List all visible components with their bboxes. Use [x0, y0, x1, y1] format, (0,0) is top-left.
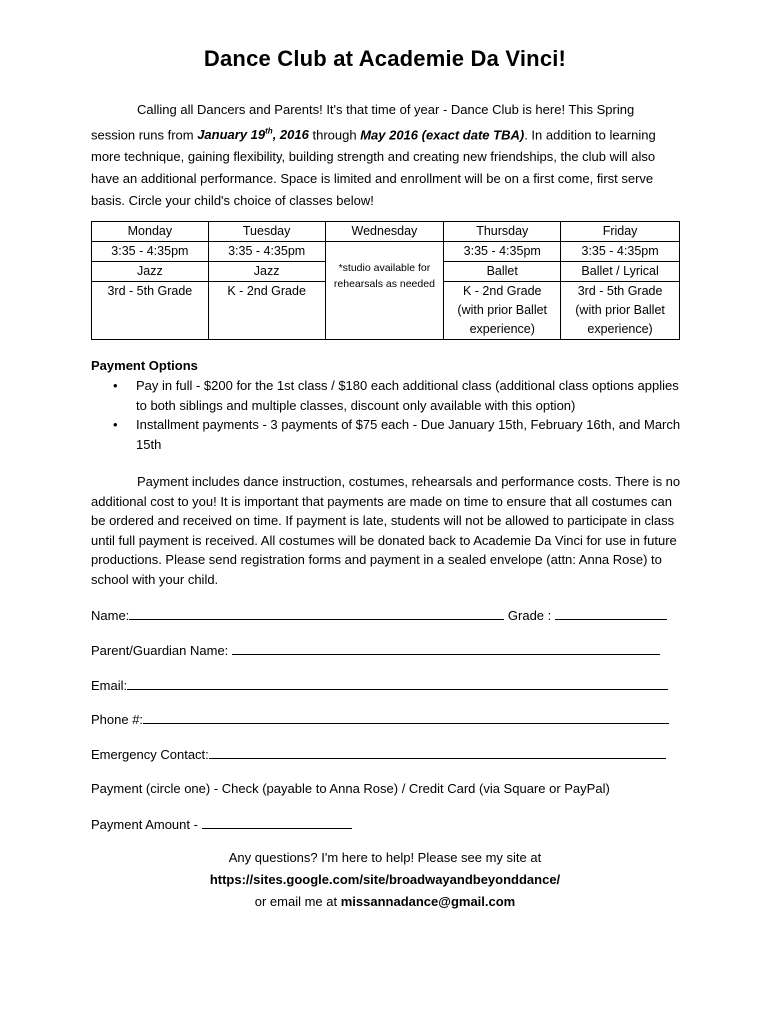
payment-amount-label: Payment Amount - — [91, 817, 202, 832]
thursday-style[interactable]: Ballet — [444, 262, 561, 282]
header-wednesday: Wednesday — [325, 222, 444, 242]
parent-name-field[interactable] — [232, 641, 660, 655]
name-label: Name: — [91, 608, 130, 623]
wednesday-cell — [325, 242, 444, 340]
thursday-grade: K - 2nd Grade — [462, 284, 542, 298]
phone-label: Phone #: — [91, 712, 144, 727]
bullet-icon: • — [113, 378, 118, 393]
header-thursday: Thursday — [444, 222, 561, 242]
friday-grade-cell[interactable] — [561, 282, 680, 340]
friday-grade: 3rd - 5th Grade — [577, 284, 663, 298]
monday-style[interactable]: Jazz — [92, 262, 209, 282]
payment-options-title: Payment Options — [91, 358, 198, 373]
payment-option-full: Pay in full - $200 for the 1st class / $180 each additional class (additional class options applies to both siblings and multiple classes, discount only available with this option) — [136, 378, 679, 413]
table-header-row — [92, 222, 680, 242]
parent-row — [91, 641, 660, 660]
table-row-time — [92, 242, 680, 262]
parent-label: Parent/Guardian Name: — [91, 643, 232, 658]
email-row — [91, 676, 668, 695]
payment-option-installment: Installment payments - 3 payments of $75 each - Due January 15th, February 16th, and March 15th — [136, 417, 681, 452]
grade-field[interactable] — [555, 606, 667, 620]
payment-method-row[interactable] — [91, 780, 610, 798]
email-label: Email: — [91, 678, 128, 693]
payment-method-text[interactable]: Payment (circle one) - Check (payable to Anna Rose) / Credit Card (via Square or PayPal) — [91, 781, 610, 796]
thursday-prereq-2: experience) — [469, 322, 535, 336]
email-field[interactable] — [127, 676, 668, 690]
emergency-contact-field[interactable] — [209, 745, 666, 759]
footer-email-prefix: or email me at — [254, 894, 341, 909]
start-date — [197, 127, 309, 142]
list-item — [91, 415, 681, 454]
friday-prereq-1: (with prior Ballet — [575, 303, 665, 317]
monday-time[interactable]: 3:35 - 4:35pm — [92, 242, 209, 262]
thursday-grade-cell[interactable] — [444, 282, 561, 340]
footer-email-link[interactable]: missannadance@gmail.com — [340, 894, 516, 909]
start-date-day: January 19 — [197, 127, 266, 143]
tuesday-grade[interactable]: K - 2nd Grade — [208, 282, 325, 340]
intro-text-2: . In addition to learning more technique, gaining flexibility, building strength and creating new friendships, the club will also have an additional performance. Space is limited and enrollment will be on a first come, first serve basis. Circle your child's choice of classes below! — [91, 127, 656, 209]
emergency-label: Emergency Contact: — [91, 747, 209, 762]
page-title: Dance Club at Academie Da Vinci! — [203, 46, 567, 71]
grade-label: Grade : — [504, 608, 555, 623]
payment-details-text: Payment includes dance instruction, costumes, rehearsals and performance costs. There is no additional cost to you! It is important that payments are made on time to ensure that all costumes can be ordered and received on time. If payment is late, students will not be allowed to participate in class until full payment is received. All costumes will be donated back to Academie Da Vinci for use in future productions. Please send registration forms and payment in a sealed envelope (attn: Anna Rose) to school with your child. — [91, 474, 681, 587]
class-schedule-table — [91, 221, 680, 340]
through-text: through — [308, 127, 361, 143]
wednesday-note: *studio available for rehearsals as needed — [333, 262, 435, 290]
friday-time[interactable]: 3:35 - 4:35pm — [561, 242, 680, 262]
friday-prereq-2: experience) — [587, 322, 653, 336]
start-date-year: , 2016 — [272, 127, 309, 143]
payment-amount-field[interactable] — [202, 815, 352, 829]
footer-site-link[interactable]: https://sites.google.com/site/broadwayandbeyonddance/ — [209, 872, 561, 887]
end-date: May 2016 (exact date TBA) — [360, 127, 525, 143]
intro-paragraph — [91, 99, 681, 212]
footer-email-row — [0, 891, 770, 913]
start-date-sup: th — [265, 127, 273, 136]
phone-field[interactable] — [143, 710, 669, 724]
thursday-prereq-1: (with prior Ballet — [457, 303, 548, 317]
friday-style[interactable]: Ballet / Lyrical — [561, 262, 680, 282]
thursday-time[interactable]: 3:35 - 4:35pm — [444, 242, 561, 262]
tuesday-style[interactable]: Jazz — [208, 262, 325, 282]
payment-amount-row — [91, 815, 352, 834]
list-item — [91, 376, 681, 415]
payment-details-paragraph — [91, 472, 681, 589]
emergency-row — [91, 745, 666, 764]
tuesday-time[interactable]: 3:35 - 4:35pm — [208, 242, 325, 262]
name-field[interactable] — [129, 606, 504, 620]
intro-text-1: Calling all Dancers and Parents! It's that time of year - Dance Club is here! This Spring session runs from — [91, 102, 635, 143]
monday-grade[interactable]: 3rd - 5th Grade — [92, 282, 209, 340]
header-monday: Monday — [92, 222, 209, 242]
payment-options-list — [91, 376, 681, 454]
bullet-icon: • — [113, 417, 118, 432]
header-tuesday: Tuesday — [208, 222, 325, 242]
header-friday: Friday — [561, 222, 680, 242]
name-grade-row — [91, 606, 667, 625]
phone-row — [91, 710, 669, 729]
footer-questions: Any questions? I'm here to help! Please see my site at — [228, 850, 542, 865]
